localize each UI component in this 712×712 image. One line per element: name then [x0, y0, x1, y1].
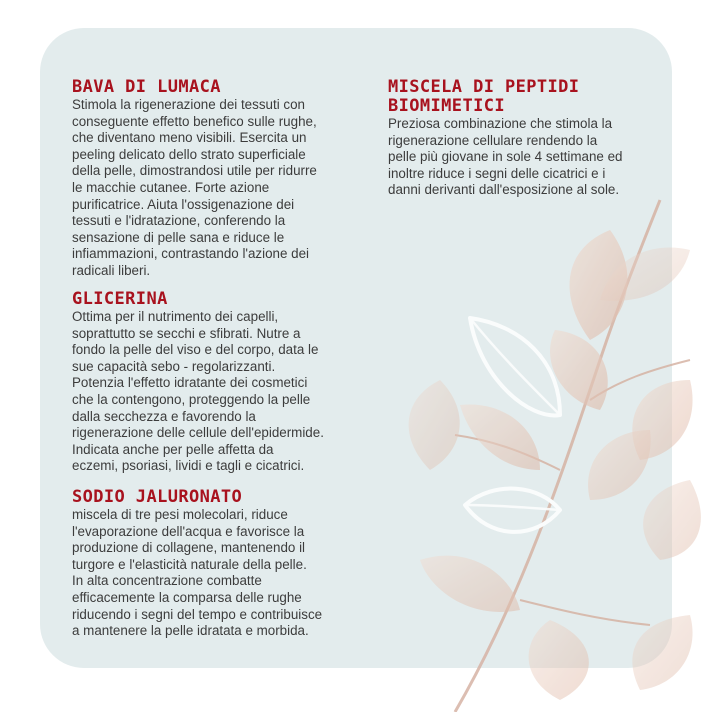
section-title — [388, 78, 668, 116]
body-line: le macchie cutanee. Forte azione — [72, 179, 270, 195]
title-line: BIOMIMETICI — [388, 96, 505, 116]
body-line: Potenzia l'effetto idratante dei cosmetici — [72, 375, 308, 391]
body-line: rigenerazione cellulare rendendo la — [388, 132, 598, 148]
section-body — [388, 116, 668, 199]
section-miscela-di-peptidi — [388, 78, 668, 199]
body-line: pelle più giovane in sole 4 settimane ed — [388, 149, 623, 165]
section-body — [72, 309, 372, 475]
body-line: danni derivanti dall'esposizione al sole. — [388, 182, 620, 198]
body-line: l'evaporazione dell'acqua e favorisce la — [72, 523, 305, 539]
body-line: che la contengono, proteggendo la pelle — [72, 391, 311, 407]
body-line: rigenerazione delle cellule dell'epidermide. — [72, 425, 324, 441]
body-line: soprattutto se secchi e sfibrati. Nutre a — [72, 325, 301, 341]
section-bava-di-lumaca — [72, 78, 372, 280]
body-line: conseguente effetto benefico sulle rughe, — [72, 113, 317, 129]
body-line: dalla secchezza e favorendo la — [72, 408, 256, 424]
body-line: sue capacità sebo - regolarizzanti. — [72, 358, 276, 374]
section-title: GLICERINA — [72, 289, 168, 309]
body-line: a mantenere la pelle idratata e morbida. — [72, 623, 309, 639]
body-line: turgore e l'elasticità naturale della pelle. — [72, 556, 307, 572]
body-line: Indicata anche per pelle affetta da — [72, 441, 274, 457]
body-line: Preziosa combinazione che stimola la — [388, 116, 613, 131]
body-line: infiammazioni, contrastando l'azione dei — [72, 246, 310, 262]
body-line: Stimola la rigenerazione dei tessuti con — [72, 97, 305, 112]
body-line: tessuti e l'idratazione, conferendo la — [72, 213, 286, 229]
section-title: BAVA DI LUMACA — [72, 77, 221, 97]
section-body — [72, 507, 368, 640]
body-line: peeling delicato dello strato superficiale — [72, 146, 306, 162]
section-body — [72, 97, 372, 280]
body-line: che diventano meno visibili. Esercita un — [72, 130, 307, 146]
body-line: miscela di tre pesi molecolari, riduce — [72, 507, 288, 522]
body-line: In alta concentrazione combatte — [72, 573, 262, 589]
section-glicerina — [72, 290, 372, 475]
section-title: SODIO JALURONATO — [72, 487, 243, 507]
body-line: efficacemente la comparsa delle rughe — [72, 589, 302, 605]
body-line: purificatrice. Aiuta l'ossigenazione dei — [72, 196, 295, 212]
body-line: eczemi, psoriasi, lividi e tagli e cicatrici. — [72, 458, 305, 474]
body-line: sensazione di pelle sana e riduce le — [72, 229, 285, 245]
body-line: Ottima per il nutrimento dei capelli, — [72, 309, 279, 324]
body-line: inoltre riduce i segni delle cicatrici e i — [388, 165, 606, 181]
body-line: riducendo i segni del tempo e contribuisce — [72, 606, 323, 622]
body-line: radicali liberi. — [72, 262, 151, 278]
body-line: fondo la pelle del viso e del corpo, data le — [72, 342, 319, 358]
section-sodio-jaluronato — [72, 488, 368, 640]
title-line: MISCELA DI PEPTIDI — [388, 77, 580, 97]
body-line: produzione di collagene, mantenendo il — [72, 540, 306, 556]
body-line: della pelle, dimostrandosi utile per ridurre — [72, 163, 317, 179]
